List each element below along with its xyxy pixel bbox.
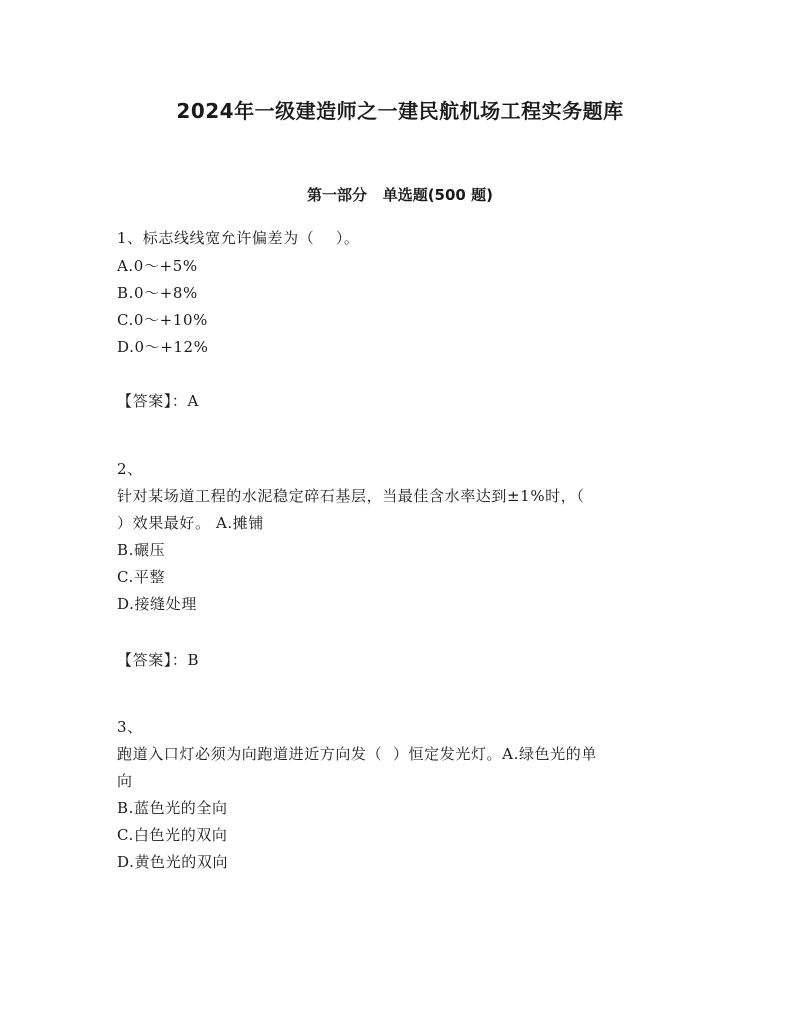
question-2-stem-line-1: 针对某场道工程的水泥稳定碎石基层，当最佳含水率达到±1%时，（ — [117, 487, 585, 505]
question-3-number: 3、 — [117, 718, 143, 736]
section-heading: 第一部分 单选题(500 题) — [307, 186, 493, 204]
question-3-stem-line-1: 跑道入口灯必须为向跑道进近方向发（ ）恒定发光灯。A.绿色光的单 — [117, 745, 597, 763]
question-3-stem-line-2: 向 — [117, 772, 133, 790]
question-3-option-c: C.白色光的双向 — [117, 826, 228, 844]
question-2-option-d: D.接缝处理 — [117, 595, 197, 613]
question-1-option-d: D.0～+12% — [117, 338, 209, 356]
question-2-answer: 【答案】：B — [117, 651, 200, 669]
question-1-option-b: B.0～+8% — [117, 284, 198, 302]
question-2-option-c: C.平整 — [117, 568, 166, 586]
question-1-option-c: C.0～+10% — [117, 311, 208, 329]
question-3-option-d: D.黄色光的双向 — [117, 853, 229, 871]
question-1-option-a: A.0～+5% — [117, 257, 198, 275]
question-1-answer: 【答案】：A — [117, 392, 199, 410]
question-2-stem-line-2: ）效果最好。 A.摊铺 — [117, 514, 264, 532]
question-2-number: 2、 — [117, 460, 143, 478]
question-2-option-b: B.碾压 — [117, 541, 166, 559]
question-1-stem: 1、标志线线宽允许偏差为（ ）。 — [117, 229, 360, 247]
question-3-option-b: B.蓝色光的全向 — [117, 799, 228, 817]
document-title: 2024年一级建造师之一建民航机场工程实务题库 — [176, 99, 624, 123]
